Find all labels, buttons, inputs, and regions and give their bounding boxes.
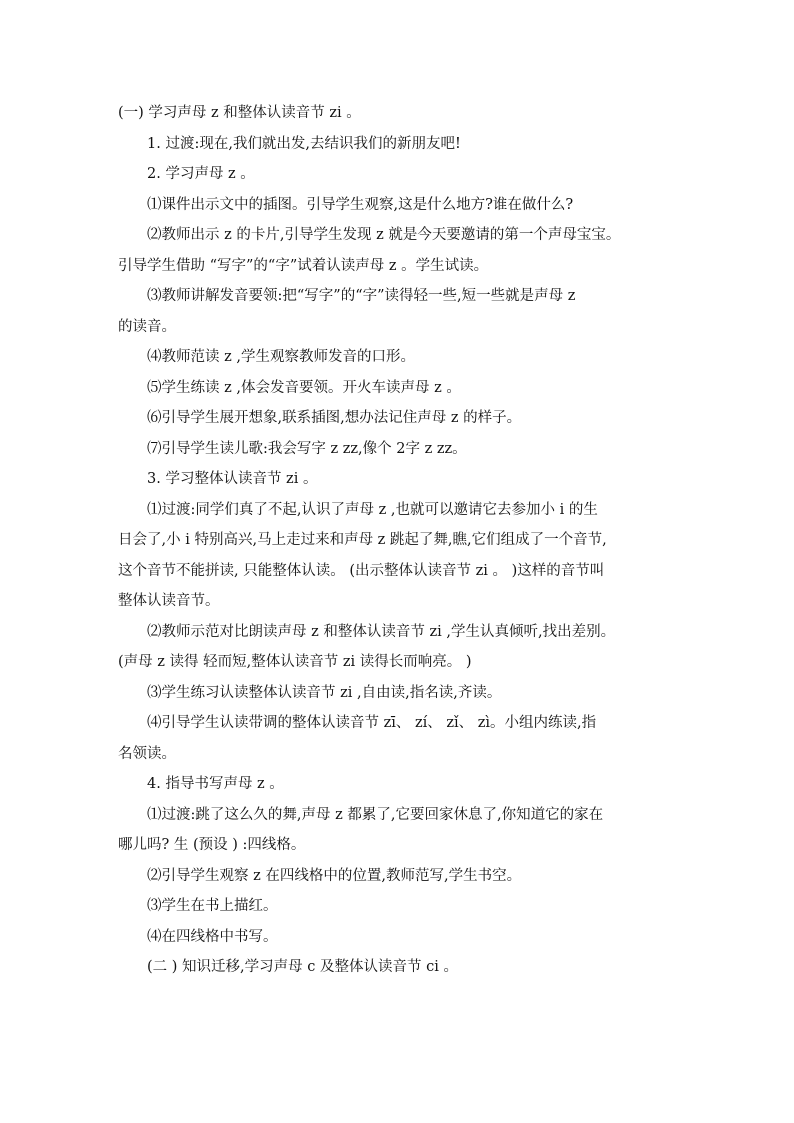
paragraph-line: ⑵引导学生观察 z 在四线格中的位置,教师范写,学生书空。 xyxy=(147,867,522,884)
paragraph-line: 1. 过渡:现在,我们就出发,去结识我们的新朋友吧! xyxy=(147,135,461,152)
paragraph-line: 引导学生借助 “写字”的“字”试着认读声母 z 。学生试读。 xyxy=(118,257,489,274)
document-body xyxy=(118,98,678,983)
paragraph-line: ⑴课件出示文中的插图。引导学生观察,这是什么地方?谁在做什么? xyxy=(147,196,574,213)
paragraph-line: (声母 z 读得 轻而短,整体认读音节 zi 读得长而响亮。 ) xyxy=(118,654,472,670)
paragraph-line: 整体认读音节。 xyxy=(118,593,220,609)
paragraph-line: 2. 学习声母 z 。 xyxy=(147,166,255,182)
paragraph-line: 这个音节不能拼读, 只能整体认读。 (出示整体认读音节 zi 。 )这样的音节叫 xyxy=(118,562,605,579)
paragraph-line: (一) 学习声母 z 和整体认读音节 zi 。 xyxy=(118,105,361,121)
paragraph-line: ⑸学生练读 z ,体会发音要领。开火车读声母 z 。 xyxy=(147,379,461,396)
paragraph-line: 哪儿吗? 生 (预设 ) :四线格。 xyxy=(118,837,306,853)
paragraph-line: ⑺引导学生读儿歌:我会写字 z zz,像个 2字 z zz。 xyxy=(147,440,467,457)
paragraph-line: ⑷在四线格中书写。 xyxy=(147,928,278,945)
paragraph-line: ⑷引导学生认读带调的整体认读音节 zī、 zí、 zǐ、 zì。小组内练读,指 xyxy=(147,715,597,731)
paragraph-line: ⑶教师讲解发音要领:把“写字”的“字”读得轻一些,短一些就是声母 z xyxy=(147,288,576,304)
paragraph-line: 4. 指导书写声母 z 。 xyxy=(147,776,284,792)
paragraph-line: 3. 学习整体认读音节 zi 。 xyxy=(147,471,318,487)
paragraph-line: ⑵教师出示 z 的卡片,引导学生发现 z 就是今天要邀请的第一个声母宝宝。 xyxy=(147,227,621,243)
paragraph-line: (二 ) 知识迁移,学习声母 c 及整体认读音节 ci 。 xyxy=(147,959,458,975)
paragraph-line: ⑶学生练习认读整体认读音节 zi ,自由读,指名读,齐读。 xyxy=(147,684,502,701)
paragraph-line: ⑶学生在书上描红。 xyxy=(147,898,278,914)
paragraph-line: ⑹引导学生展开想象,联系插图,想办法记住声母 z 的样子。 xyxy=(147,410,522,426)
paragraph-line: ⑴过渡:跳了这么久的舞,声母 z 都累了,它要回家休息了,你知道它的家在 xyxy=(147,806,604,823)
paragraph-line: 名领读。 xyxy=(118,745,176,762)
paragraph-line: 日会了,小 i 特别高兴,马上走过来和声母 z 跳起了舞,瞧,它们组成了一个音节, xyxy=(118,532,607,548)
paragraph-line: ⑴过渡:同学们真了不起,认识了声母 z ,也就可以邀请它去参加小 i 的生 xyxy=(147,501,598,518)
paragraph-line: ⑵教师示范对比朗读声母 z 和整体认读音节 zi ,学生认真倾听,找出差别。 xyxy=(147,623,616,640)
paragraph-line: ⑷教师范读 z ,学生观察教师发音的口形。 xyxy=(147,349,415,365)
paragraph-line: 的读音。 xyxy=(118,318,176,335)
